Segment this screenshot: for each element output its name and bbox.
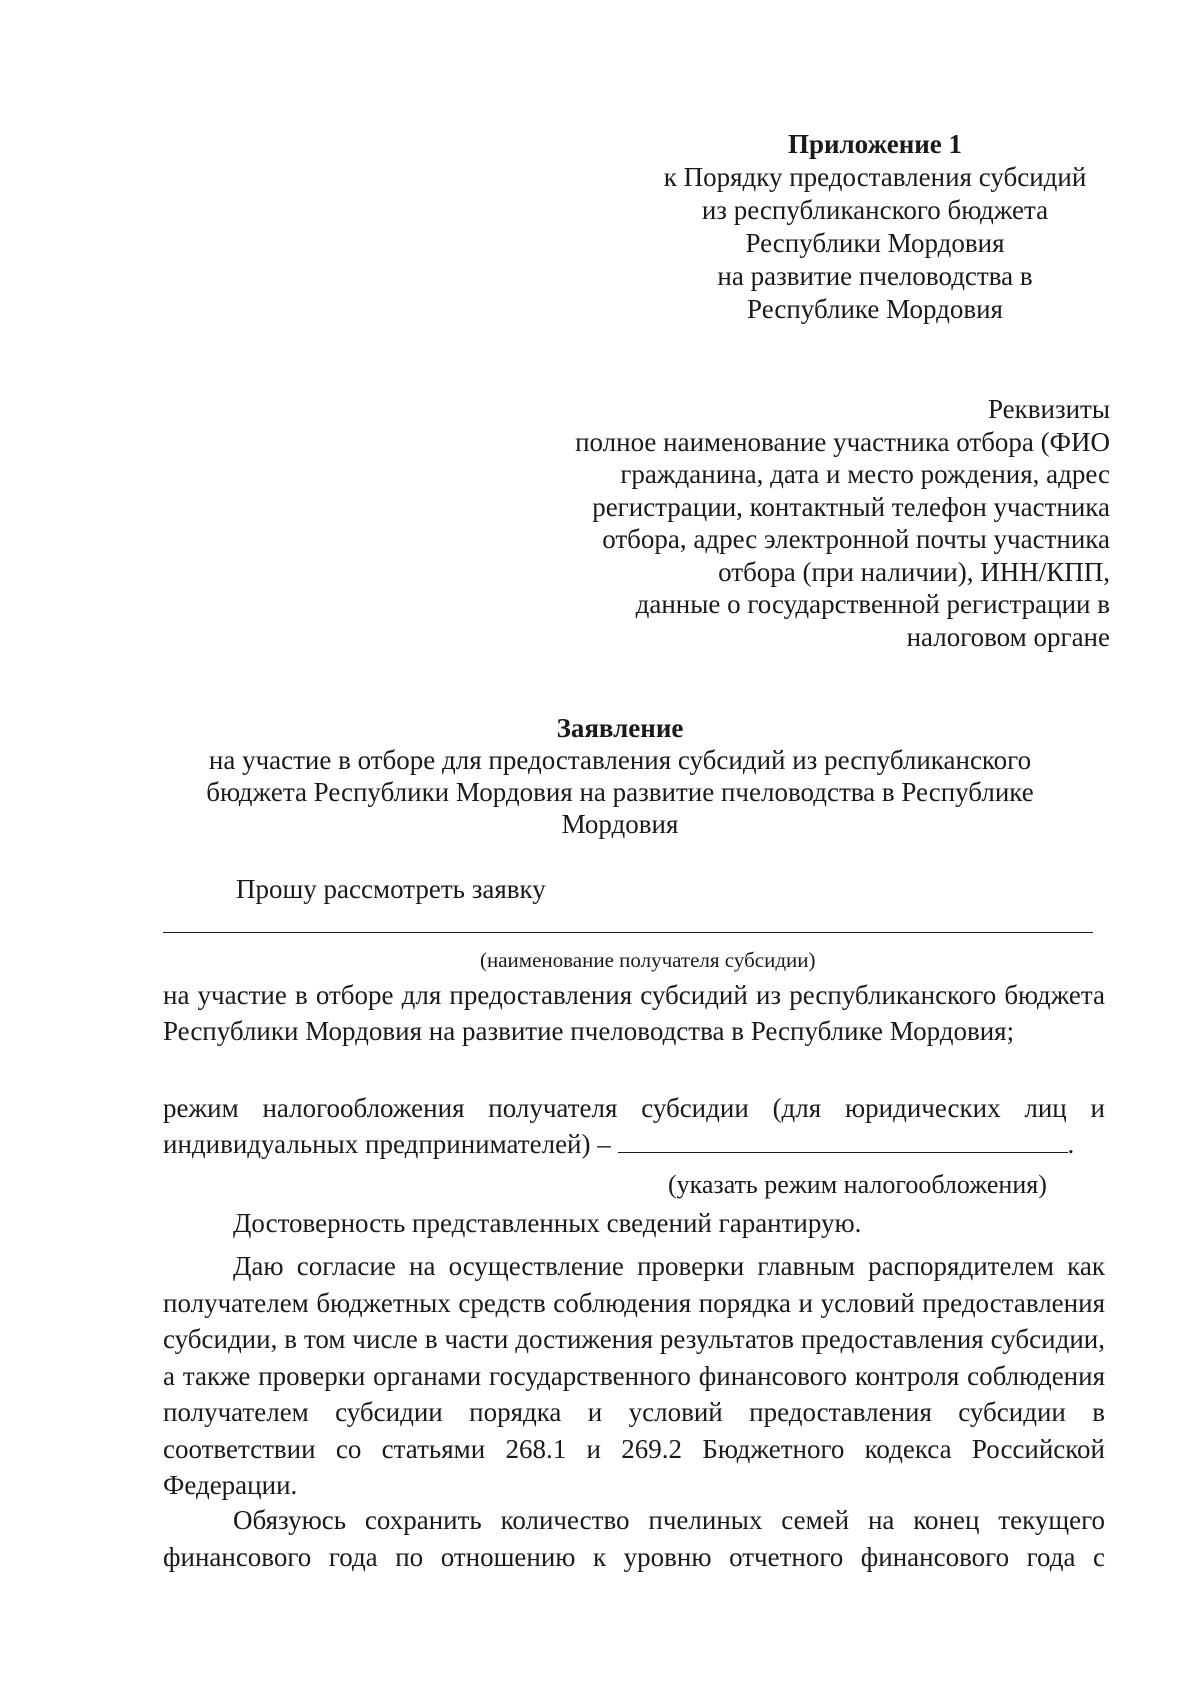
statement-title: Заявление [556, 713, 684, 743]
requisites-title: Реквизиты [987, 394, 1110, 424]
statement-subtitle-line: Мордовия [561, 809, 679, 839]
paragraph-participation: на участие в отборе для предоставления субсидий из республиканского бюджета Республики Мордовия на развитие пчеловодства в Республике Мордовия; [163, 980, 1105, 1046]
tax-regime-blank-line [618, 1128, 1068, 1153]
appendix-line: из республиканского бюджета [701, 195, 1049, 225]
requisites-line: налоговом органе [906, 621, 1110, 652]
appendix-line: Республики Мордовия [745, 228, 1005, 258]
appendix-header [640, 128, 1110, 326]
requisites-line: полное наименование участника отбора (ФИО [575, 426, 1110, 457]
recipient-caption: (наименование получателя субсидии) [480, 948, 816, 972]
requisites-block [500, 393, 1110, 653]
paragraph-tax-regime [163, 1090, 1105, 1162]
statement-subtitle-line: бюджета Республики Мордовия на развитие пчеловодства в Республике [206, 777, 1034, 807]
tax-regime-end: . [1067, 1129, 1075, 1159]
requisites-line: отбора, адрес электронной почты участника [602, 524, 1110, 554]
requisites-line: гражданина, дата и место рождения, адрес [620, 459, 1110, 489]
appendix-title: Приложение 1 [787, 129, 963, 159]
request-text: Прошу рассмотреть заявку [236, 874, 546, 904]
requisites-line: данные о государственной регистрации в [635, 589, 1110, 619]
tax-regime-caption: (указать режим налогообложения) [668, 1170, 1047, 1199]
paragraph-consent: Даю согласие на осуществление проверки главным распорядителем как получателем бюджетных средств соблюдения порядка и условий предоставления субсидии, в том числе в части достижения результатов предоставления субсидии, а также проверки органами государственного финансового контроля соблюдения получателем субсидии порядка и условий предоставления субсидии в соответствии со статьями 268.1 и 269.2 Бюджетного кодекса Российской Федерации. [163, 1251, 1105, 1500]
statement-subtitle-line: на участие в отборе для предоставления субсидий из республиканского [208, 745, 1032, 775]
requisites-line: регистрации, контактный телефон участника [592, 491, 1110, 522]
statement-heading [180, 712, 1060, 840]
appendix-line: к Порядку предоставления субсидий [663, 162, 1087, 192]
paragraph-obligation: Обязуюсь сохранить количество пчелиных семей на конец текущего финансового года по отношению к уровню отчетного финансового года с [163, 1505, 1105, 1572]
tax-regime-text: режим налогообложения получателя субсидии (для юридических лиц и индивидуальных предпринимателей) – [163, 1093, 1105, 1159]
requisites-line: отбора (при наличии), ИНН/КПП, [718, 556, 1110, 587]
appendix-line: на развитие пчеловодства в [717, 261, 1033, 291]
appendix-line: Республике Мордовия [747, 294, 1003, 324]
recipient-name-line [163, 932, 1093, 933]
paragraph-reliability: Достоверность представленных сведений гарантирую. [233, 1208, 862, 1238]
